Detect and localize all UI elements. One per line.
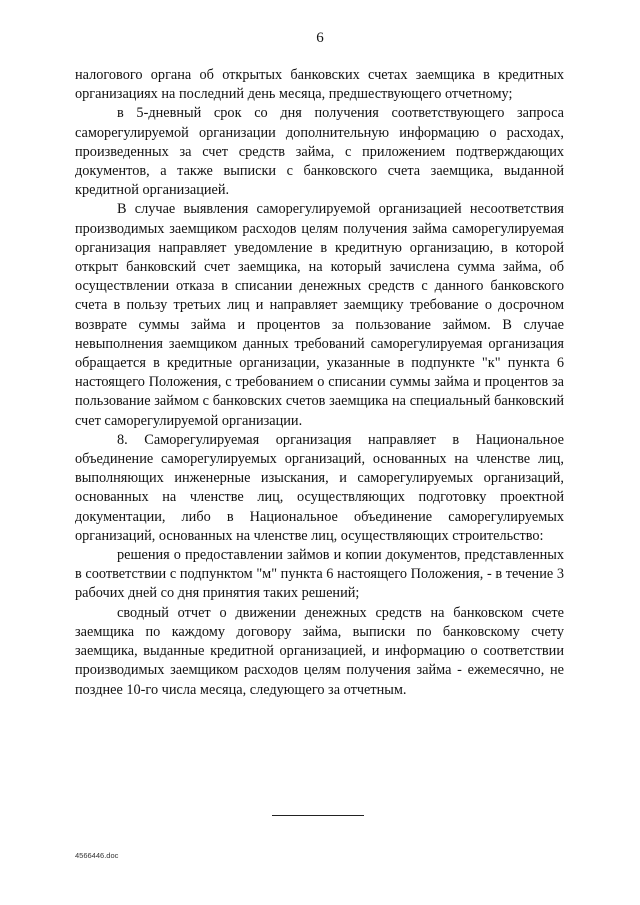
page-number: 6 [316,30,324,46]
footer-file-name: 4566446.doc [75,851,119,860]
document-body [75,66,564,700]
paragraph-5-day-term: в 5-дневный срок со дня получения соответствующего запроса саморегулируемой организации дополнительную информацию о расходах, произведенных за счет средств займа, с приложением подтверждающих документов, а также выписки с банковского счета заемщика, выданной кредитной организацией. [75,105,564,199]
paragraph-summary-report: сводный отчет о движении денежных средств на банковском счете заемщика по каждому договору займа, выписки по банковскому счету заемщика, выданные кредитной организацией, и информацию о соответствии производимых заемщиком расходов целям получения займа - ежемесячно, не позднее 10-го числа месяца, следующего за отчетным. [75,604,564,698]
paragraph-continuation: налогового органа об открытых банковских счетах заемщика в кредитных организациях на последний день месяца, предшествующего отчетному; [75,67,564,103]
paragraph-nonconformity: В случае выявления саморегулируемой организацией несоответствия производимых заемщиком расходов целям получения займа саморегулируемая организация направляет уведомление в кредитную организацию, в которой открыт банковский счет заемщика, на который зачислена сумма займа, об осуществлении отказа в списании денежных средств с данного банковского счета в пользу третьих лиц и направляет заемщику требование о досрочном возврате суммы займа и процентов за пользование займом. В случае невыполнения заемщиком данных требований саморегулируемая организация обращается в кредитные организации, указанные в подпункте "к" пункта 6 настоящего Положения, с требованием о списании суммы займа и процентов за пользование займом с банковских счетов заемщика на специальный банковский счет саморегулируемой организации. [75,201,564,429]
paragraph-item-8: 8. Саморегулируемая организация направляет в Национальное объединение саморегулируемых организаций, основанных на членстве лиц, выполняющих инженерные изыскания, и саморегулируемых организаций, основанных на членстве лиц, осуществляющих подготовку проектной документации, либо в Национальное объединение саморегулируемых организаций, основанных на членстве лиц, осуществляющих строительство: [75,431,564,544]
footnote-separator [272,815,364,816]
paragraph-loan-decisions: решения о предоставлении займов и копии документов, представленных в соответствии с подпунктом "м" пункта 6 настоящего Положения, - в течение 3 рабочих дней со дня принятия таких решений; [75,547,564,602]
